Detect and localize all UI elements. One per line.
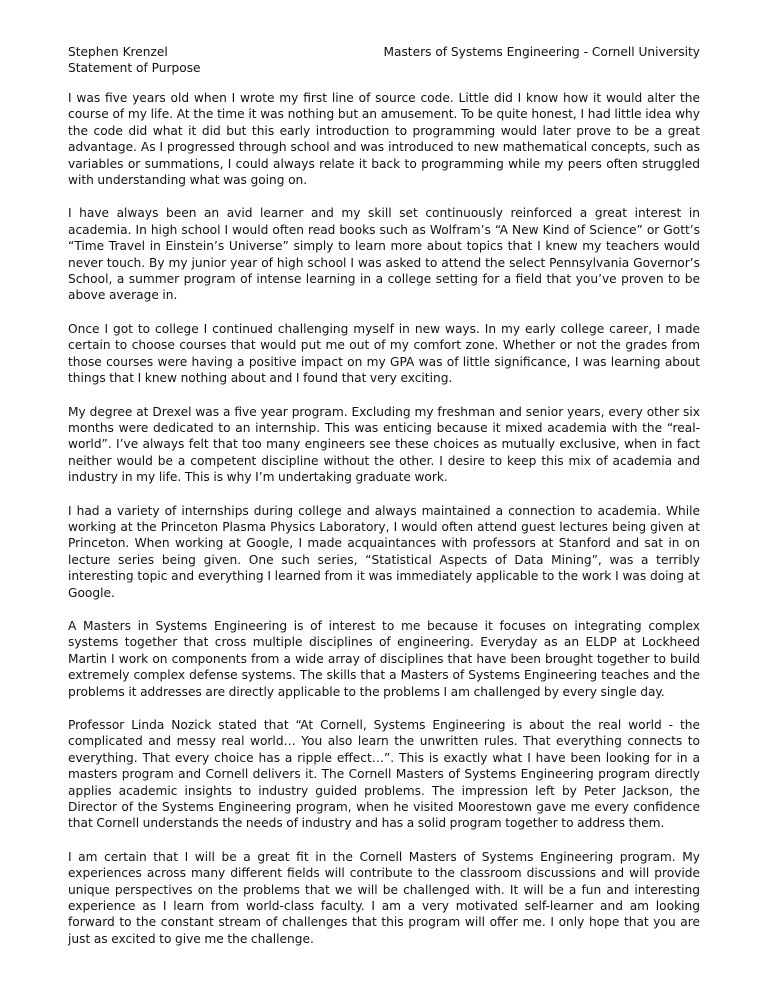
paragraph-5: I had a variety of internships during college and always maintained a connection to academia. While working at the Princeton Plasma Physics Laboratory, I would often attend guest lectures being given at Princeton. When working at Google, I made acquaintances with professors at Stanford and sat in on lecture series being given. One such series, “Statistical Aspects of Data Mining”, was a terribly interesting topic and everything I learned from it was immediately applicable to the work I was doing at Google. <box>68 503 700 600</box>
author-name: Stephen Krenzel <box>68 45 168 59</box>
paragraph-4: My degree at Drexel was a five year program. Excluding my freshman and senior years, every other six months were dedicated to an internship. This was enticing because it mixed academia with the “real-world”. I’ve always felt that too many engineers see these choices as mutually exclusive, when in fact neither would be a competent discipline without the other. I desire to keep this mix of academia and industry in my life. This is why I’m undertaking graduate work. <box>68 404 700 485</box>
paragraph-7: Professor Linda Nozick stated that “At Cornell, Systems Engineering is about the real world - the complicated and messy real world… You also learn the unwritten rules. That everything connects to everything. That every choice has a ripple effect…”. This is exactly what I have been looking for in a masters program and Cornell delivers it. The Cornell Masters of Systems Engineering program directly applies academic insights to industry guided problems. The impression left by Peter Jackson, the Director of the Systems Engineering program, when he visited Moorestown gave me every confidence that Cornell understands the needs of industry and has a solid program together to address them. <box>68 718 700 831</box>
paragraph-2: I have always been an avid learner and my skill set continuously reinforced a great interest in academia. In high school I would often read books such as Wolfram’s “A New Kind of Science” or Gott’s “Time Travel in Einstein’s Universe” simply to learn more about topics that I knew my teachers would never touch. By my junior year of high school I was asked to attend the select Pennsylvania Governor’s School, a summer program of intense learning in a college setting for a field that you’ve proven to be above average in. <box>68 206 700 303</box>
document-type: Statement of Purpose <box>68 61 201 75</box>
document-body <box>68 90 700 947</box>
header-left <box>68 44 201 76</box>
document-header <box>68 44 700 78</box>
paragraph-3: Once I got to college I continued challenging myself in new ways. In my early college career, I made certain to choose courses that would put me out of my comfort zone. Whether or not the grades from those courses were having a positive impact on my GPA was of little significance, I was learning about things that I knew nothing about and I found that very exciting. <box>68 321 700 386</box>
paragraph-8: I am certain that I will be a great fit in the Cornell Masters of Systems Engineering program. My experiences across many different fields will contribute to the classroom discussions and will provide unique perspectives on the problems that we will be challenged with. It will be a fun and interesting experience as I learn from world-class faculty. I am a very motivated self-learner and am looking forward to the constant stream of challenges that this program will offer me. I only hope that you are just as excited to give me the challenge. <box>68 849 700 946</box>
paragraph-1: I was five years old when I wrote my first line of source code. Little did I know how it would alter the course of my life. At the time it was nothing but an amusement. To be quite honest, I had little idea why the code did what it did but this early introduction to programming would later prove to be a great advantage. As I progressed through school and was introduced to new mathematical concepts, such as variables or summations, I could always relate it back to programming while my peers often struggled with understanding what was going on. <box>68 91 700 188</box>
paragraph-6: A Masters in Systems Engineering is of interest to me because it focuses on integrating complex systems together that cross multiple disciplines of engineering. Everyday as an ELDP at Lockheed Martin I work on components from a wide array of disciplines that have been brought together to build extremely complex defense systems. The skills that a Masters of Systems Engineering teaches and the problems it addresses are directly applicable to the problems I am challenged by every single day. <box>68 618 700 699</box>
program-name: Masters of Systems Engineering - Cornell University <box>383 45 700 59</box>
